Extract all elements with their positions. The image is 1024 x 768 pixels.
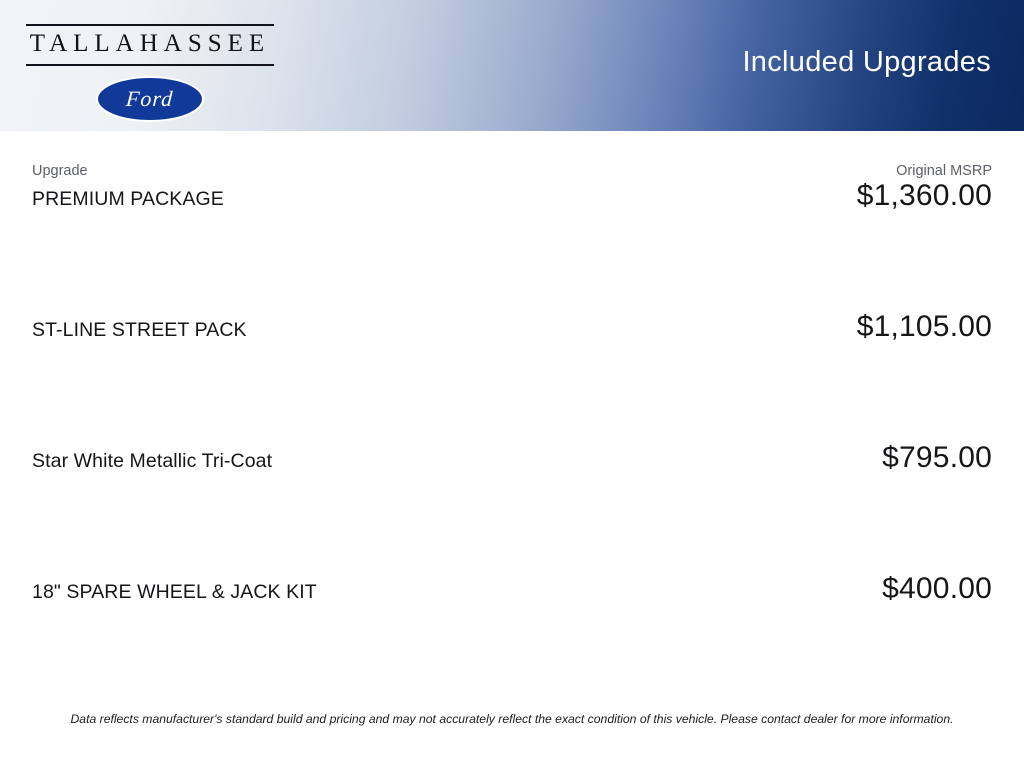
- upgrade-price: $1,105.00: [856, 310, 992, 343]
- upgrade-price: $400.00: [882, 572, 992, 605]
- dealer-logo: [20, 16, 280, 120]
- page-title: Included Upgrades: [742, 46, 991, 78]
- ford-oval-logo-icon: [96, 76, 204, 122]
- upgrades-table: [0, 131, 1024, 703]
- column-header-msrp: Original MSRP: [896, 163, 992, 179]
- column-header-upgrade: Upgrade: [32, 163, 88, 179]
- table-row: [32, 310, 992, 441]
- upgrade-label: 18" SPARE WHEEL & JACK KIT: [32, 581, 317, 603]
- page-header: [0, 0, 1024, 131]
- table-header-row: [32, 131, 992, 179]
- dealer-name-text: TALLAHASSEE: [26, 24, 274, 66]
- upgrade-price: $795.00: [882, 441, 992, 474]
- table-row: [32, 179, 992, 310]
- disclaimer-text: Data reflects manufacturer's standard build and pricing and may not accurately reflect the exact condition of this vehicle. Please contact dealer for more information.: [70, 712, 954, 726]
- upgrade-label: PREMIUM PACKAGE: [32, 188, 224, 210]
- upgrade-price: $1,360.00: [856, 179, 992, 212]
- upgrade-label: Star White Metallic Tri-Coat: [32, 450, 273, 472]
- ford-logo-text: Ford: [125, 85, 175, 111]
- table-row: [32, 441, 992, 572]
- table-row: [32, 572, 992, 703]
- upgrade-label: ST-LINE STREET PACK: [32, 319, 247, 341]
